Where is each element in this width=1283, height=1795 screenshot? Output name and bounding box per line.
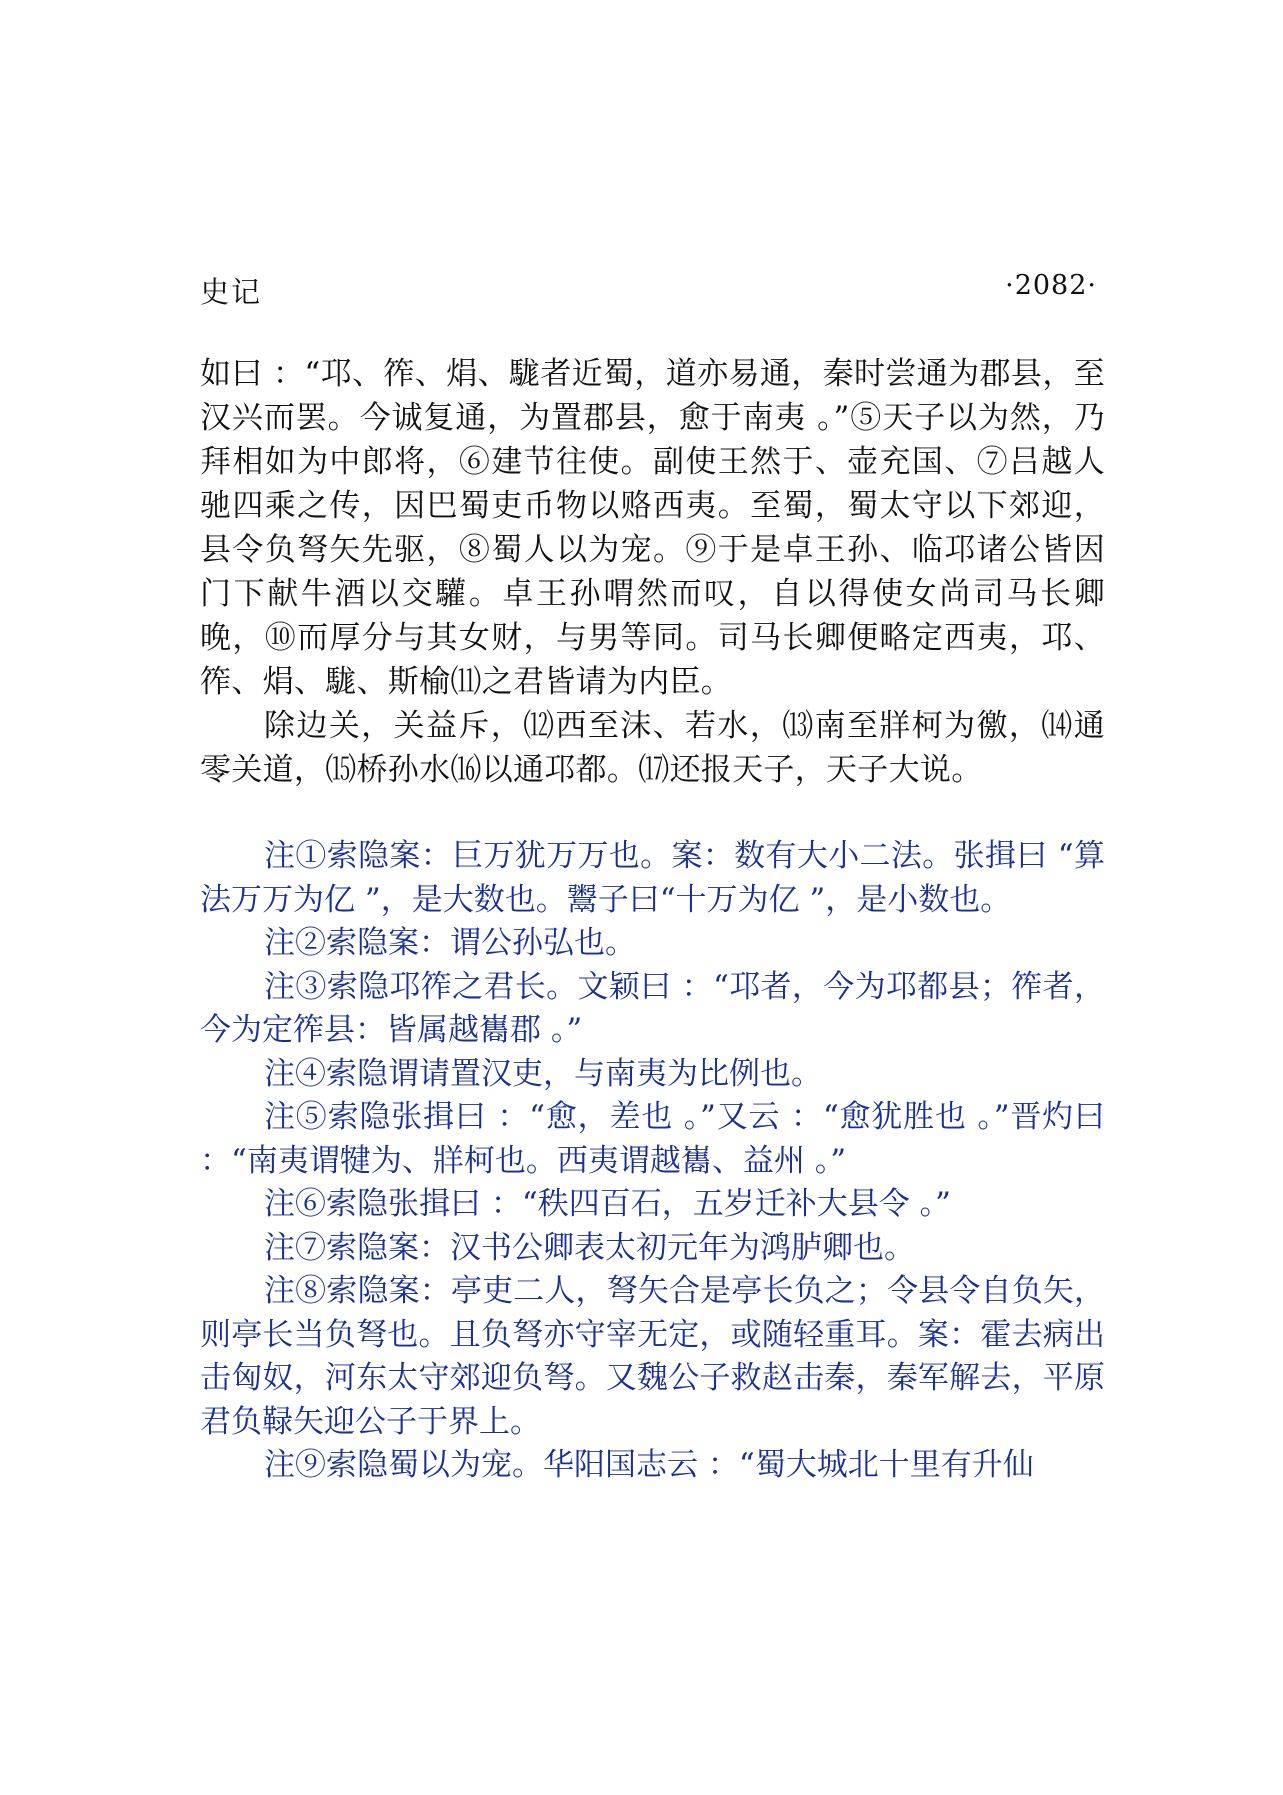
page-content bbox=[200, 352, 1105, 1488]
book-title: 史记 bbox=[200, 275, 263, 309]
note-2: 注②索隐案：谓公孙弘也。 bbox=[264, 925, 636, 961]
note-5: 注⑤索隐张揖曰 ：“愈，差也 。”又云 ：“愈犹胜也 。”晋灼曰 ：“南夷谓犍为、牂柯也。西夷谓越巂、益州 。” bbox=[200, 1099, 1105, 1179]
note-9: 注⑨索隐蜀以为宠。华阳国志云 ：“蜀大城北十里有升仙 bbox=[264, 1447, 1034, 1483]
note-1: 注①索隐案：巨万犹万万也。案：数有大小二法。张揖曰 “算法万万为亿 ”，是大数也。鬻子曰“十万为亿 ”，是小数也。 bbox=[200, 838, 1105, 918]
main-paragraph-2: 除边关，关益斥，⑿西至沫、若水，⒀南至牂柯为徼，⒁通零关道，⒂桥孙水⒃以通邛都。⒄还报天子，天子大说。 bbox=[200, 708, 1105, 788]
note-8: 注⑧索隐案：亭吏二人，弩矢合是亭长负之；令县令自负矢，则亭长当负弩也。且负弩亦守宰无定，或随轻重耳。案：霍去病出击匈奴，河东太守郊迎负弩。又魏公子救赵击秦，秦军解去，平原君负䩮矢迎公子于界上。 bbox=[200, 1273, 1105, 1440]
note-3: 注③索隐邛筰之君长。文颖曰 ：“邛者，今为邛都县；筰者，今为定筰县：皆属越巂郡 。” bbox=[200, 968, 1105, 1048]
note-4: 注④索隐谓请置汉吏，与南夷为比例也。 bbox=[264, 1055, 822, 1092]
note-6: 注⑥索隐张揖曰 ：“秩四百石，五岁迁补大县令 。” bbox=[264, 1186, 951, 1222]
main-paragraph-1: 如曰 ：“邛、筰、焆、駹者近蜀，道亦易通，秦时尝通为郡县，至汉兴而罢。今诚复通，为置郡县，愈于南夷 。”⑤天子以为然，乃拜相如为中郎将，⑥建节往使。副使王然于、壶充国、⑦吕越人驰四乘之传，因巴蜀吏币物以赂西夷。至蜀，蜀太守以下郊迎，县令负弩矢先驱，⑧蜀人以为宠。⑨于是卓王孙、临邛诸公皆因门下献牛酒以交驩。卓王孙喟然而叹，自以得使女尚司马长卿晚，⑩而厚分与其女财，与男等同。司马长卿便略定西夷，邛、筰、焆、駹、斯榆⑾之君皆请为内臣。 bbox=[200, 356, 1105, 700]
page-number: ·2082· bbox=[1005, 270, 1097, 301]
page-header bbox=[200, 270, 1097, 310]
note-7: 注⑦索隐案：汉书公卿表太初元年为鸿胪卿也。 bbox=[264, 1229, 915, 1266]
annotation-notes bbox=[200, 835, 1105, 1488]
